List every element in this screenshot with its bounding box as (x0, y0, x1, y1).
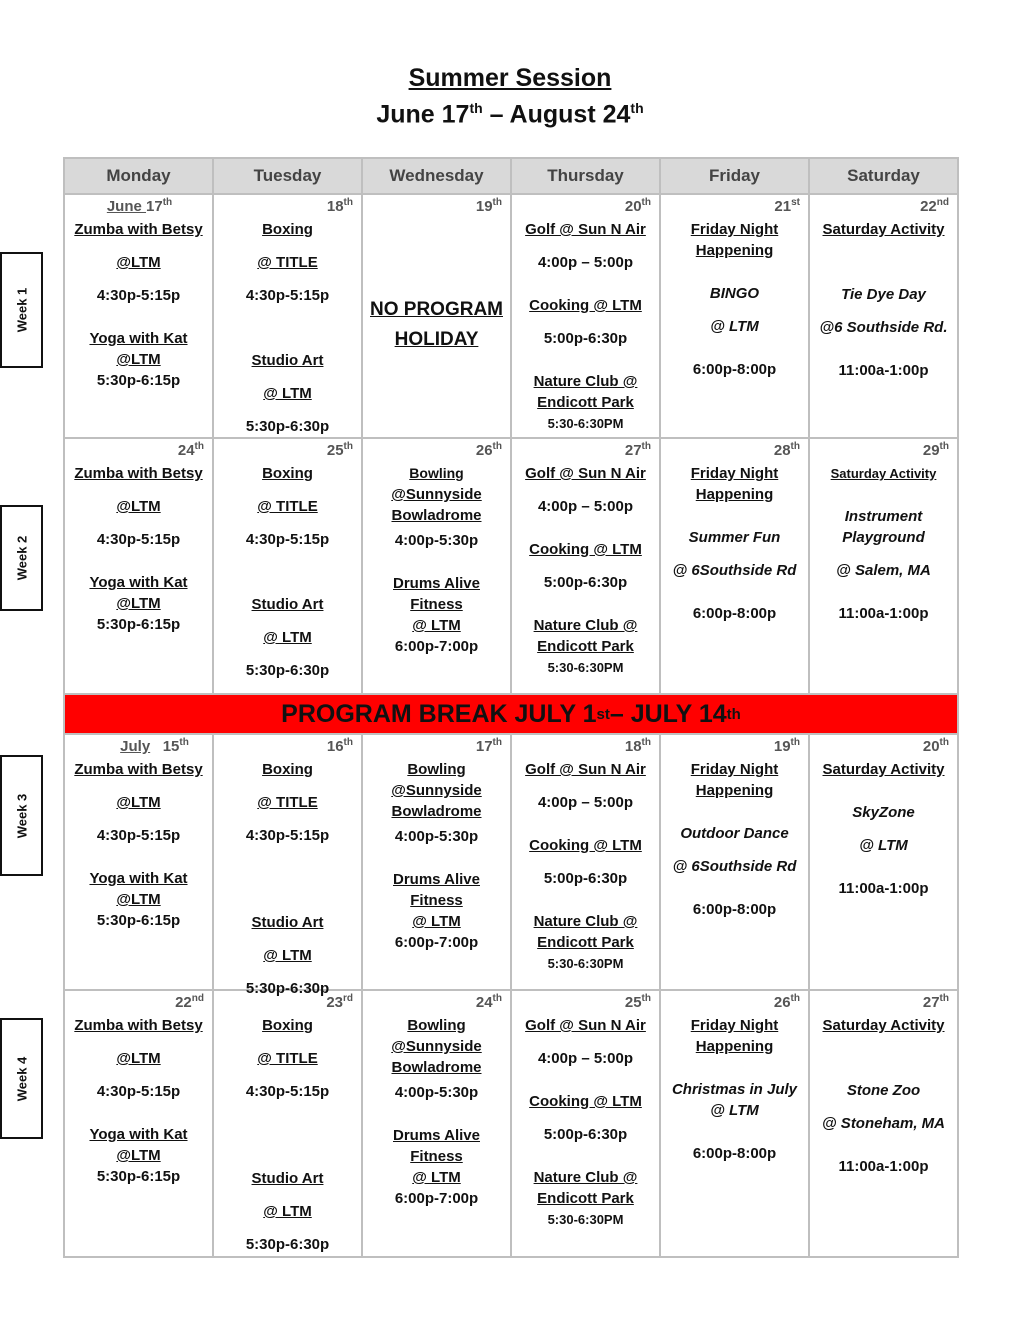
week-label-4: Week 4 (0, 1018, 43, 1139)
day-cell: 26th Friday Night Happening Christmas in July @ LTM 6:00p-8:00p (661, 991, 810, 1256)
week-label-1: Week 1 (0, 252, 43, 368)
day-header-row (65, 159, 957, 195)
week-3-row (65, 735, 957, 997)
day-cell: 18th Golf @ Sun N Air 4:00p – 5:00p Cooking @ LTM 5:00p-6:30p Nature Club @ Endicott Park 5:30-6:30PM (512, 735, 661, 989)
session-dates: June 17th – August 24th (376, 100, 644, 129)
day-cell: 16th Boxing @ TITLE 4:30p-5:15p Studio Art @ LTM 5:30p-6:30p (214, 735, 363, 989)
header-tuesday: Tuesday (214, 159, 363, 193)
day-cell: 25th Boxing @ TITLE 4:30p-5:15p Studio Art @ LTM 5:30p-6:30p (214, 439, 363, 693)
day-cell: 28th Friday Night Happening Summer Fun @ 6Southside Rd 6:00p-8:00p (661, 439, 810, 693)
day-cell: 18th Boxing @ TITLE 4:30p-5:15p Studio Art @ LTM 5:30p-6:30p (214, 195, 363, 437)
calendar-grid (63, 157, 959, 1258)
day-cell-holiday: 19th NO PROGRAM HOLIDAY (363, 195, 512, 437)
day-cell: 24th Bowling @Sunnyside Bowladrome 4:00p-5:30p Drums Alive Fitness @ LTM 6:00p-7:00p (363, 991, 512, 1256)
week-4-row (65, 991, 957, 1256)
day-cell: June 17th Zumba with Betsy @LTM 4:30p-5:15p Yoga with Kat @LTM 5:30p-6:15p (65, 195, 214, 437)
week-2-row (65, 439, 957, 695)
program-break-banner: PROGRAM BREAK JULY 1 st – JULY 14 th (65, 695, 957, 735)
header-monday: Monday (65, 159, 214, 193)
day-cell: 25th Golf @ Sun N Air 4:00p – 5:00p Cooking @ LTM 5:00p-6:30p Nature Club @ Endicott Park 5:30-6:30PM (512, 991, 661, 1256)
day-cell: 21st Friday Night Happening BINGO @ LTM 6:00p-8:00p (661, 195, 810, 437)
header-thursday: Thursday (512, 159, 661, 193)
day-cell: 27th Golf @ Sun N Air 4:00p – 5:00p Cooking @ LTM 5:00p-6:30p Nature Club @ Endicott Park 5:30-6:30PM (512, 439, 661, 693)
day-cell: 26th Bowling @Sunnyside Bowladrome 4:00p-5:30p Drums Alive Fitness @ LTM 6:00p-7:00p (363, 439, 512, 693)
day-cell: 27th Saturday Activity Stone Zoo @ Stoneham, MA 11:00a-1:00p (822, 993, 949, 1175)
header-friday: Friday (661, 159, 810, 193)
header-saturday: Saturday (847, 166, 920, 185)
page-title: Summer Session (408, 64, 612, 92)
day-cell: 19th Friday Night Happening Outdoor Dance @ 6Southside Rd 6:00p-8:00p (661, 735, 810, 989)
day-cell: July 15th Zumba with Betsy @LTM 4:30p-5:15p Yoga with Kat @LTM 5:30p-6:15p (65, 735, 214, 989)
day-cell: 22nd Zumba with Betsy @LTM 4:30p-5:15p Yoga with Kat @LTM 5:30p-6:15p (65, 991, 214, 1256)
week-1-row (65, 195, 957, 439)
day-cell: 29th Saturday Activity Instrument Playground @ Salem, MA 11:00a-1:00p (830, 441, 949, 622)
day-cell: 20th Golf @ Sun N Air 4:00p – 5:00p Cooking @ LTM 5:00p-6:30p Nature Club @ Endicott Park 5:30-6:30PM (512, 195, 661, 437)
day-cell: 22nd Saturday Activity Tie Dye Day @6 Southside Rd. 11:00a-1:00p (819, 197, 949, 379)
week-label-2: Week 2 (0, 505, 43, 611)
day-cell: 23rd Boxing @ TITLE 4:30p-5:15p Studio Art @ LTM 5:30p-6:30p (214, 991, 363, 1256)
header-wednesday: Wednesday (363, 159, 512, 193)
day-cell: 24th Zumba with Betsy @LTM 4:30p-5:15p Yoga with Kat @LTM 5:30p-6:15p (65, 439, 214, 693)
day-cell: 17th Bowling @Sunnyside Bowladrome 4:00p-5:30p Drums Alive Fitness @ LTM 6:00p-7:00p (363, 735, 512, 989)
week-label-3: Week 3 (0, 755, 43, 876)
day-cell: 20th Saturday Activity SkyZone @ LTM 11:00a-1:00p (822, 737, 949, 897)
